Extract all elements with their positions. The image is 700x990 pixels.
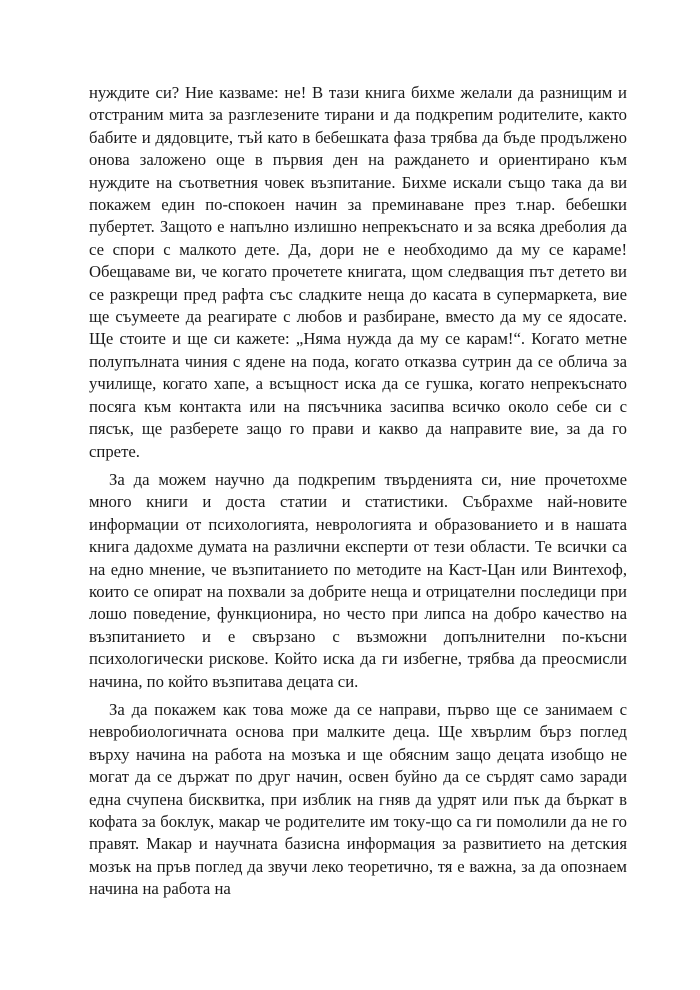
- paragraph: За да можем научно да подкрепим твърденията си, ние прочетохме много книги и доста статии и статистики. Събрахме най-новите информации от психологията, неврологията и образованието и в нашата книга дадохме думата на различни експерти от тези области. Те всички са на едно мнение, че възпитанието по методите на Каст-Цан или Винтехоф, които се опират на похвали за добрите неща и отрицателни последици при лошо поведение, функционира, но често при липса на добро качество на възпитанието и е свързано с възможни допълнителни по-късни психологически рискове. Който иска да ги избегне, трябва да преосмисли начина, по който възпитава децата си.: [89, 469, 627, 691]
- book-page-text: [89, 82, 627, 907]
- paragraph-continued: нуждите си? Ние казваме: не! В тази книга бихме желали да разнищим и отстраним мита за разглезените тирани и да подкрепим родителите, както бабите и дядовците, тъй като в бебешката фаза трябва да бъде продължено онова заложено още в първия ден на раждането и ориентирано към нуждите на съответния човек възпитание. Бихме искали също така да ви покажем един по-спокоен начин за преминаване през т.нар. бебешки пубертет. Защото е напълно излишно непрекъснато и за всяка дреболия да се спори с малкото дете. Да, дори не е необходимо да му се караме! Обещаваме ви, че когато прочетете книгата, щом следващия път детето ви се разкрещи пред рафта със сладките неща до касата в супермаркета, вие ще съумеете да реагирате с любов и разбиране, вместо да му се ядосате. Ще стоите и ще си кажете: „Няма нужда да му се карам!“. Когато метне полупълната чиния с ядене на пода, когато отказва сутрин да се облича за училище, когато хапе, а всъщност иска да се гушка, когато непрекъснато посяга към контакта или на пясъчника засипва всичко около себе си с пясък, ще разберете защо го прави и какво да направите вие, за да го спрете.: [89, 83, 627, 461]
- paragraph: За да покажем как това може да се направи, първо ще се занимаем с невробиологичната основа при малките деца. Ще хвърлим бърз поглед върху начина на работа на мозъка и ще обясним защо децата изобщо не могат да се държат по друг начин, освен буйно да се сърдят само заради една счупена бисквитка, при изблик на гняв да удрят или пък да бъркат в кофата за боклук, макар че родителите им току-що са ги помолили да не го правят. Макар и научната базисна информация за развитието на детския мозък на пръв поглед да звучи леко теоретично, тя е важна, за да опознаем начина на работа на: [89, 699, 627, 899]
